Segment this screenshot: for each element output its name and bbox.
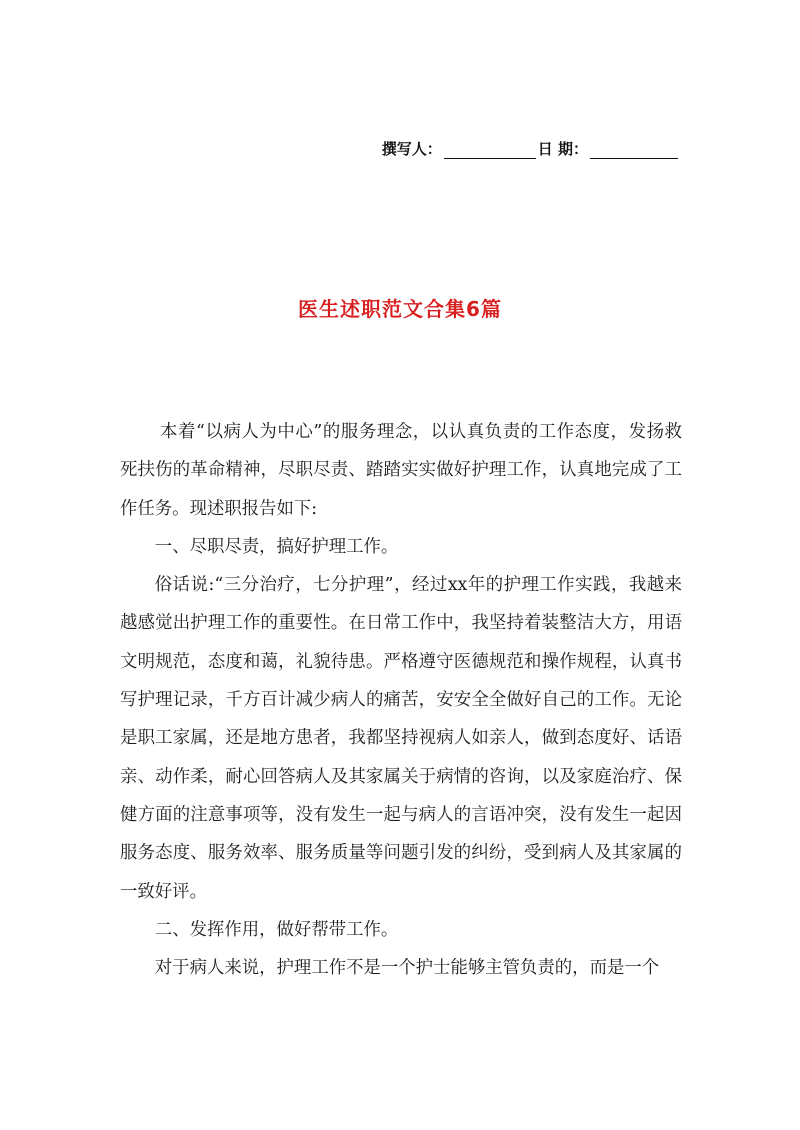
document-body xyxy=(120,413,682,987)
document-title: 医生述职范文合集6篇 xyxy=(298,297,502,321)
section-2-paragraph: 对于病人来说，护理工作不是一个护士能够主管负责的，而是一个 xyxy=(154,958,660,979)
section-heading-2: 二、发挥作用，做好帮带工作。 xyxy=(154,919,399,940)
author-label: 撰写人： xyxy=(381,140,442,158)
date-blank xyxy=(590,142,678,159)
section-1-paragraph: 俗话说:“三分治疗，七分护理”，经过xx年的护理工作实践，我越来越感觉出护理工作的重要性。在日常工作中，我坚持着装整洁大方，用语文明规范，态度和蔼，礼貌待患。严格遵守医德规范和操作规程，认真书写护理记录，千方百计减少病人的痛苦，安安全全做好自己的工作。无论是职工家属，还是地方患者，我都坚持视病人如亲人，做到态度好、话语亲、动作柔，耐心回答病人及其家属关于病情的咨询，以及家庭治疗、保健方面的注意事项等，没有发生一起与病人的言语冲突，没有发生一起因服务态度、服务效率、服务质量等问题引发的纠纷，受到病人及其家属的一致好评。 xyxy=(120,575,682,902)
section-heading-1: 一、尽职尽责，搞好护理工作。 xyxy=(154,536,399,557)
author-blank xyxy=(444,142,536,159)
date-label: 日 期： xyxy=(537,140,588,158)
intro-paragraph: 本着“以病人为中心”的服务理念，以认真负责的工作态度，发扬救死扶伤的革命精神，尽职尽责、踏踏实实做好护理工作，认真地完成了工作任务。现述职报告如下: xyxy=(120,422,682,519)
author-date-line xyxy=(382,138,680,159)
